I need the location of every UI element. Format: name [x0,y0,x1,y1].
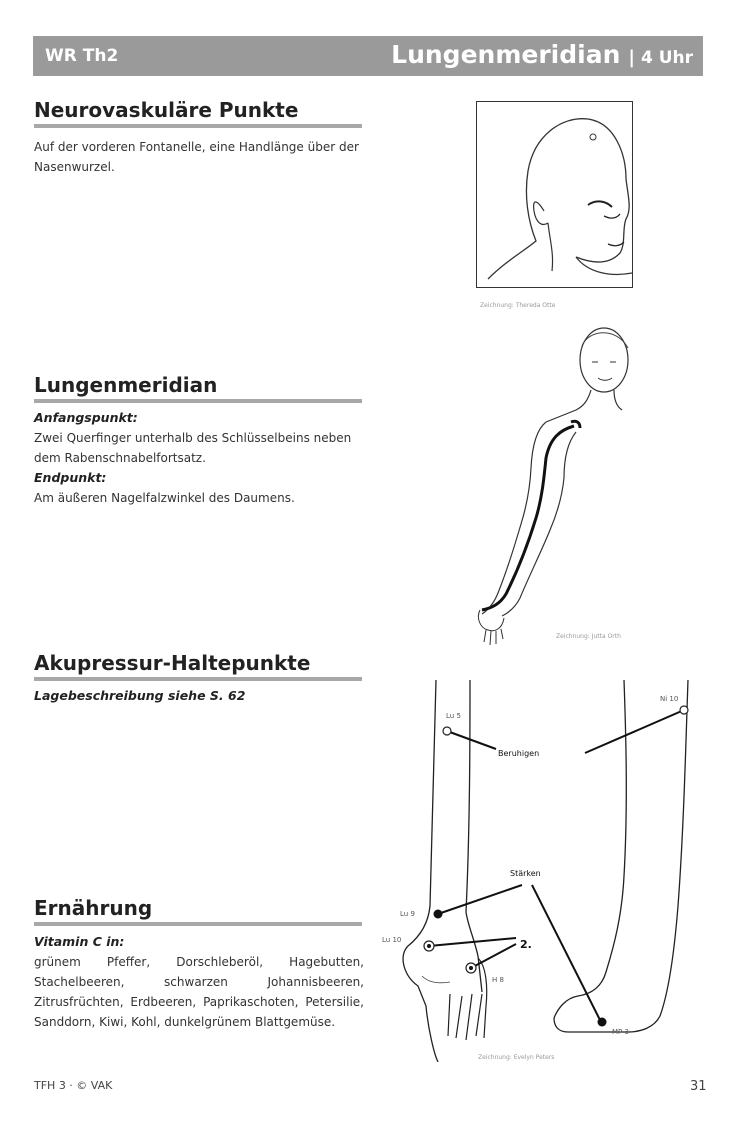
nutrition-paragraph: grünem Pfeffer, Dorschleberöl, Hagebutten, Stachelbeeren, schwarzen Johannisbeeren, Zitrusfrüchten, Erdbeeren, Paprikaschoten, Petersilie, Sanddorn, Kiwi, Kohl, dunkelgrünem Blattgemüse. [34,955,364,1029]
page-title: Lungenmeridian [391,40,621,69]
staerken-label: Stärken [510,869,541,878]
start-point-text: Zwei Querfinger unterhalb des Schlüsselbeins neben dem Rabenschnabelfortsatz. [34,431,352,465]
end-point-label: Endpunkt: [34,470,107,485]
neurovascular-text [34,137,359,177]
section-rule [34,922,362,926]
head-caption: Zeichnung: Thereda Otte [480,302,556,309]
points-caption: Zeichnung: Evelyn Peters [478,1054,555,1061]
nutrition-title: Ernährung [34,896,153,920]
header-code: WR Th2 [45,46,119,66]
acupressure-points-illustration [378,676,708,1062]
section-rule [34,124,362,128]
header-bar [33,36,703,76]
arm-caption: Zeichnung: Jutta Orth [556,633,621,640]
end-point-text: Am äußeren Nagelfalzwinkel des Daumens. [34,491,295,505]
footer-copyright: TFH 3 · © VAK [34,1079,113,1092]
section-rule [34,399,362,403]
mp3-label: MP 3 [612,1028,629,1036]
arm-meridian-illustration [476,318,636,653]
header-title-group [391,40,693,69]
meridian-title: Lungenmeridian [34,373,218,397]
nutrition-text [34,932,364,1032]
meridian-text [34,408,364,508]
acupressure-text [34,686,364,706]
acupressure-note: Lagebeschreibung siehe S. 62 [34,688,246,703]
nutrition-label: Vitamin C in: [34,934,125,949]
lu10-label: Lu 10 [382,936,402,944]
beruhigen-label: Beruhigen [498,749,540,758]
start-point-label: Anfangspunkt: [34,410,138,425]
ni10-label: Ni 10 [660,695,679,703]
section-rule [34,677,362,681]
neurovascular-paragraph: Auf der vorderen Fontanelle, eine Handlänge über der Nasenwurzel. [34,140,359,174]
head-illustration [476,101,633,288]
header-subtitle: 4 Uhr [640,48,693,68]
header-separator: | [628,47,635,68]
page-number: 31 [690,1079,707,1094]
lu9-label: Lu 9 [400,910,415,918]
acupressure-title: Akupressur-Haltepunkte [34,651,311,675]
lu5-label: Lu 5 [446,712,461,720]
two-label: 2. [520,938,532,951]
neurovascular-title: Neurovaskuläre Punkte [34,98,299,122]
h8-label: H 8 [492,976,504,984]
